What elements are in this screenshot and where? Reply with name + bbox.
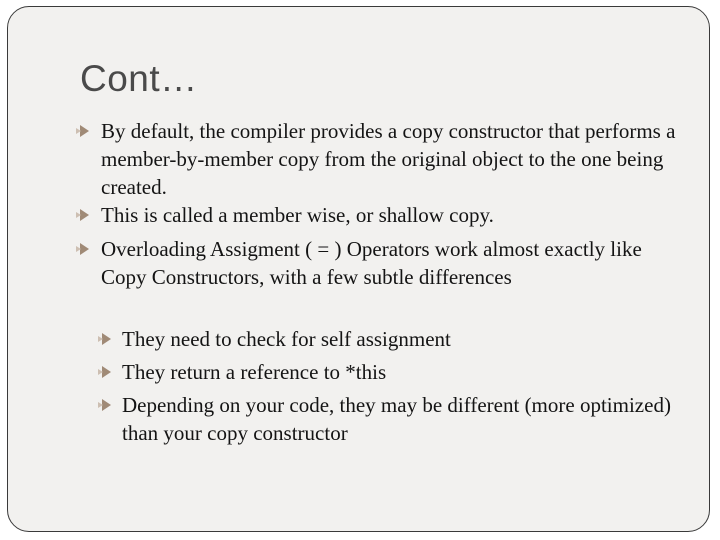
bullet-text: Overloading Assigment ( = ) Operators work almost exactly like Copy Constructors, with a few subtle differences	[101, 237, 642, 289]
bullet-arrow-icon	[80, 209, 89, 221]
sub-bullet-item	[122, 358, 682, 386]
bullet-arrow-icon	[80, 243, 89, 255]
sub-bullet-text: They need to check for self assignment	[122, 327, 451, 351]
sub-bullet-arrow-icon	[102, 366, 111, 378]
sub-bullet-item	[122, 325, 682, 353]
bullet-item	[101, 201, 681, 229]
sub-bullet-arrow-icon	[102, 333, 111, 345]
bullet-text: By default, the compiler provides a copy constructor that performs a member-by-member copy from the original object to the one being created.	[101, 119, 676, 199]
sub-bullet-item	[122, 391, 682, 447]
bullet-item	[101, 117, 681, 201]
bullet-text: This is called a member wise, or shallow copy.	[101, 203, 494, 227]
sub-bullet-arrow-icon	[102, 399, 111, 411]
bullet-item	[101, 235, 681, 291]
sub-bullet-text: Depending on your code, they may be different (more optimized) than your copy constructor	[122, 393, 671, 445]
sub-bullet-text: They return a reference to *this	[122, 360, 387, 384]
bullet-arrow-icon	[80, 125, 89, 137]
slide-title: Cont…	[80, 58, 198, 99]
